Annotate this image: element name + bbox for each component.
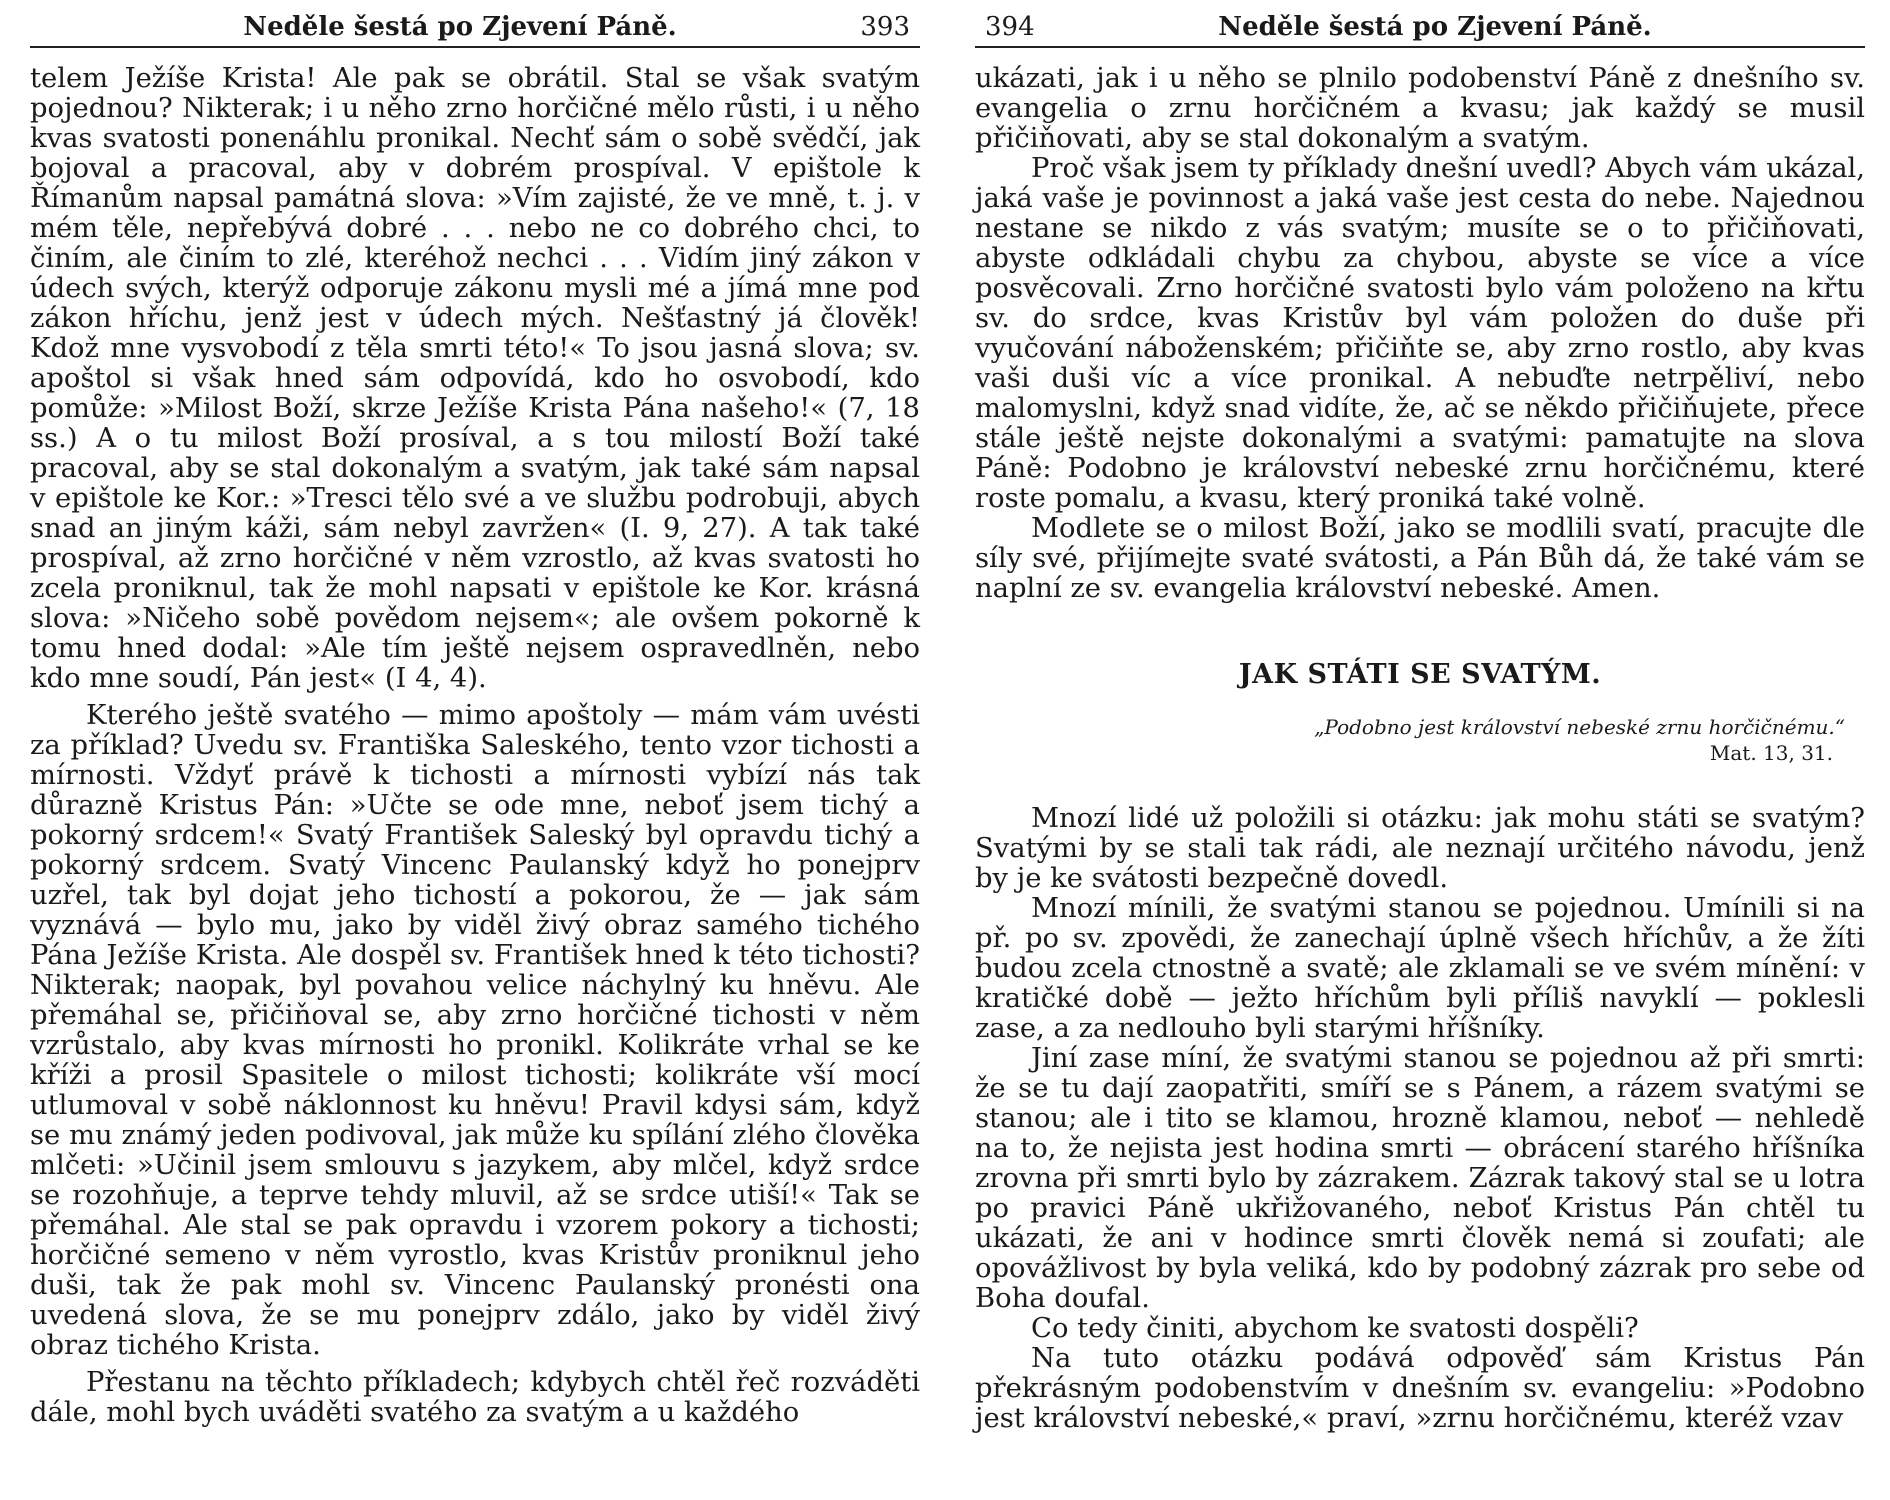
paragraph: Mnozí mínili, že svatými stanou se pojednou. Umínili si na př. po sv. zpovědi, že zanechají úplně všech hříchův, a že žíti budou zcela ctnostně a svatě; ale zklamali se ve svém mínění: v kratičké době — ježto hříchům byli příliš navyklí — poklesli zase, a za nedlouho byli starými hříšníky. [975,893,1865,1044]
paragraph: ukázati, jak i u něho se plnilo podobenství Páně z dnešního sv. evangelia o zrnu horčičném a kvasu; jak každý se musil přičiňovati, aby se stal dokonalým a svatým. [975,63,1865,154]
running-header [30,8,920,48]
page-number: 394 [985,12,1035,42]
paragraph: Proč však jsem ty příklady dnešní uvedl? Abych vám ukázal, jaká vaše je povinnost a jaká vaše jest cesta do nebe. Najednou nestane se nikdo z vás svatým; musíte se o to přičiňovati, abyste odkládali chybu za chybou, abyste se více a více posvěcovali. Zrno horčičné svatosti bylo vám položeno na křtu sv. do srdce, kvas Kristův byl vám položen do duše při vyučování náboženském; přičiňte se, aby zrno rostlo, aby kvas vaši duši víc a více pronikal. A nebuďte netrpěliví, nebo malomyslni, když snad vidíte, že, ač se někdo přičiňujete, přece stále ještě nejste dokonalými a svatými: pamatujte na slova Páně: Podobno je království nebeské zrnu horčičnému, které roste pomalu, a kvasu, který proniká také volně. [975,153,1865,514]
page-number: 393 [860,12,910,42]
paragraph: Modlete se o milost Boží, jako se modlili svatí, pracujte dle síly své, přijímejte svaté svátosti, a Pán Bůh dá, že také vám se naplní ze sv. evangelia království nebeské. Amen. [975,513,1865,604]
body-text [975,64,1865,1434]
running-head-title: Neděle šestá po Zjevení Páně. [243,12,677,42]
motto-reference: Mat. 13, 31. [1709,741,1833,765]
paragraph: Přestanu na těchto příkladech; kdybych chtěl řeč rozváděti dále, mohl bych uváděti svatého za svatým a u každého [30,1367,920,1428]
paragraph: Jiní zase míní, že svatými stanou se pojednou až při smrti: že se tu dají zaopatřiti, smíří se s Pánem, a rázem svatými se stanou; ale i tito se klamou, hrozně klamou, neboť — nehledě na to, že nejista jest hodina smrti — obrácení starého hříšníka zrovna při smrti bylo by zázrakem. Zázrak takový stal se u lotra po pravici Páně ukřižovaného, neboť Kristus Pán chtěl tu ukázati, že ani v hodince smrti člověk nemá si zoufati; ale opovážlivost by byla veliká, kdo by podobný zázrak pro sebe od Boha doufal. [975,1043,1865,1314]
motto-quote: „Podobno jest království nebeské zrnu horčičnému.“ [1314,715,1845,739]
section-title: JAK STÁTI SE SVATÝM. [1238,659,1602,690]
body-text [30,64,920,1428]
paragraph: telem Ježíše Krista! Ale pak se obrátil. Stal se však svatým pojednou? Nikterak; i u něho zrno horčičné mělo růsti, i u něho kvas svatosti ponenáhlu pronikal. Nechť sám o sobě svědčí, jak bojoval a pracoval, aby v dobrém prospíval. V epištole k Římanům napsal památná slova: »Vím zajisté, že ve mně, t. j. v mém těle, nepřebývá dobré . . . nebo ne co dobrého chci, to činím, ale činím to zlé, kteréhož nechci . . . Vidím jiný zákon v údech svých, kterýž odporuje zákonu mysli mé a jímá mne pod zákon hříchu, jenž jest v údech mých. Nešťastný já člověk! Kdož mne vysvobodí z těla smrti této!« To jsou jasná slova; sv. apoštol si však hned sám odpovídá, kdo ho osvobodí, kdo pomůže: »Milost Boží, skrze Ježíše Krista Pána našeho!« (7, 18 ss.) A o tu milost Boží prosíval, a s tou milostí Boží také pracoval, aby se stal dokonalým a svatým, jak také sám napsal v epištole ke Kor.: »Tresci tělo své a ve službu podrobuji, abych snad an jiným káži, sám nebyl zavržen« (I. 9, 27). A tak také prospíval, až zrno horčičné v něm vzrostlo, až kvas svatosti ho zcela proniknul, tak že mohl napsati v epištole ke Kor. krásná slova: »Ničeho sobě povědom nejsem«; ale ovšem pokorně k tomu hned dodal: »Ale tím ještě nejsem ospravedlněn, nebo kdo mne soudí, Pán jest« (I 4, 4). [30,63,920,694]
paragraph: Mnozí lidé už položili si otázku: jak mohu státi se svatým? Svatými by se stali tak rádi, ale neznají určitého návodu, jenž by je ke svátosti bezpečně dovedl. [975,803,1865,894]
paragraph: Co tedy činiti, abychom ke svatosti dospěli? [1031,1313,1639,1344]
running-header [975,8,1865,48]
paragraph: Na tuto otázku podává odpověď sám Kristus Pán překrásným podobenstvím v dnešním sv. evangeliu: »Podobno jest království nebeské,« praví, »zrnu horčičnému, kteréž vzav [975,1343,1865,1434]
running-head-title: Neděle šestá po Zjevení Páně. [1218,12,1652,42]
left-page [30,0,920,1500]
right-page [975,0,1865,1500]
paragraph: Kterého ještě svatého — mimo apoštoly — mám vám uvésti za příklad? Uvedu sv. Františka Saleského, tento vzor tichosti a mírnosti. Vždyť právě k tichosti a mírnosti vybízí nás tak důrazně Kristus Pán: »Učte se ode mne, neboť jsem tichý a pokorný srdcem!« Svatý František Saleský byl opravdu tichý a pokorný srdcem. Svatý Vincenc Paulanský když ho ponejprv uzřel, tak byl dojat jeho tichostí a pokorou, že — jak sám vyznává — bylo mu, jako by viděl živý obraz samého tichého Pána Ježíše Krista. Ale dospěl sv. František hned k této tichosti? Nikterak; naopak, byl povahou velice náchylný ku hněvu. Ale přemáhal se, přičiňoval se, aby zrno horčičné tichosti v něm vzrůstalo, aby kvas mírnosti ho pronikl. Kolikráte vrhal se ke kříži a prosil Spasitele o milost tichosti; kolikráte vší mocí utlumoval v sobě náklonnost ku hněvu! Pravil kdysi sám, když se mu známý jeden podivoval, jak může ku spílání zlého člověka mlčeti: »Učinil jsem smlouvu s jazykem, aby mlčel, když srdce se rozohňuje, a teprve tehdy mluvil, až se srdce utiší!« Tak se přemáhal. Ale stal se pak opravdu i vzorem pokory a tichosti; horčičné semeno v něm vyrostlo, kvas Kristův proniknul jeho duši, tak že pak mohl sv. Vincenc Paulanský pronésti ona uvedená slova, že se mu ponejprv zdálo, jako by viděl živý obraz tichého Krista. [30,700,920,1361]
